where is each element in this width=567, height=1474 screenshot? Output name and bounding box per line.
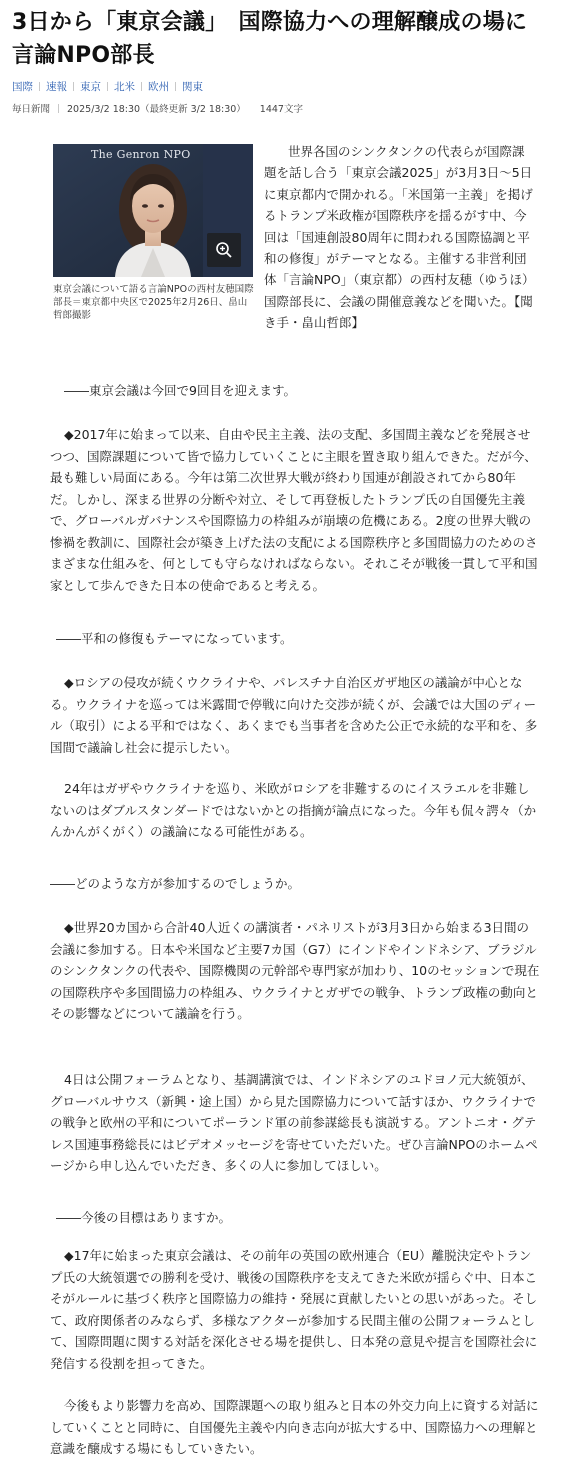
answer-paragraph — [50, 1069, 540, 1177]
question-text: ――今後の目標はありますか。 — [56, 1210, 232, 1225]
timestamp: 2025/3/2 18:30（最終更新 3/2 18:30） — [67, 104, 246, 115]
question-text: ――東京会議は今回で9回目を迎えます。 — [64, 383, 296, 398]
headline: 3日から「東京会議」 国際協力への理解醸成の場に 言論NPO部長 — [12, 10, 550, 68]
answer-paragraph — [50, 424, 540, 596]
answer-text: 24年はガザやウクライナを巡り、米欧がロシアを非難するのにイスラエルを非難しないのはダブルスタンダードではないかとの指摘が論点になった。今年も侃々諤々（かんかんがくがく）の議論になる可能性がある。 — [50, 781, 537, 839]
tag-list — [12, 79, 203, 94]
answer-text: ◆ロシアの侵攻が続くウクライナや、パレスチナ自治区ガザ地区の議論が中心となる。ウクライナを巡っては米露間で停戦に向けた交渉が続くが、会議では大国のディール（取引）による平和ではなく、あくまでも当事者を含めた公正で永続的な平和を、多国間で議論し社会に提示したい。 — [50, 675, 538, 755]
question — [50, 628, 540, 650]
question — [50, 1207, 540, 1229]
answer-paragraph — [50, 917, 540, 1025]
question-text: ――平和の修復もテーマになっています。 — [56, 631, 293, 646]
answer-text: 今後もより影響力を高め、国際課題への取り組みと日本の外交力向上に資する対話にしていくことと同時に、自国優先主義や内向き志向が拡大する中、国際協力への理解と意識を醸成する場にもしていきたい。 — [50, 1398, 539, 1456]
answer-paragraph — [50, 778, 540, 843]
tag-divider — [141, 82, 142, 91]
char-count: 1447文字 — [259, 104, 303, 115]
answer-paragraph — [50, 1395, 540, 1460]
answer-text: ◆2017年に始まって以来、自由や民主主義、法の支配、多国間主義などを発展させつつ、国際課題について皆で協力していくことに主眼を置き取り組んできた。だが今、最も難しい局面にある。今年は第二次世界大戦が終わり国連が創設されてから80年だ。しかし、深まる世界の分断や対立、そして再登板したトランプ氏の自国優先主義で、グローバルガバナンスや国際協力の枠組みが崩壊の危機にある。2度の世界大戦の惨禍を教訓に、国際社会が築き上げた法の支配による国際秩序と多国間協力のためのさまざまな仕組みを、何としても守らなければならない。それこそが戦後一貫して平和国家として歩んできた日本の使命であると考える。 — [50, 427, 538, 593]
meta-divider — [58, 104, 59, 113]
tag-link[interactable]: 欧州 — [148, 81, 169, 93]
tag-divider — [175, 82, 176, 91]
lead-text: 世界各国のシンクタンクの代表らが国際課題を話し合う「東京会議2025」が3月3日～5日に東京都内で開かれる。「米国第一主義」を掲げるトランプ米政権が国際秩序を揺るがす中、今回は「国連創設80周年に問われる国際協調と平和の修復」がテーマとなる。主催する非営利団体「言論NPO」（東京都）の西村友穂（ゆうほ）国際部長に、会議の開催意義などを聞いた。【聞き手・畠山哲郎】 — [264, 144, 533, 331]
question — [50, 380, 540, 402]
tag-link[interactable]: 東京 — [80, 81, 101, 93]
photo-caption: 東京会議について語る言論NPOの西村友穂国際部長＝東京都中央区で2025年2月26日、畠山哲郎撮影 — [53, 284, 254, 321]
question — [50, 873, 540, 895]
tag-divider — [107, 82, 108, 91]
tag-divider — [73, 82, 74, 91]
answer-paragraph — [50, 672, 540, 758]
answer-text: 4日は公開フォーラムとなり、基調講演では、インドネシアのユドヨノ元大統領が、グローバルサウス（新興・途上国）から見た国際協力について話すほか、ウクライナでの戦争と欧州の平和についてポーランド軍の前参謀総長も演説する。アントニオ・グテレス国連事務総長にはビデオメッセージを寄せていただいた。ぜひ言論NPOのホームページから申し込んでいただき、多くの人に参加してほしい。 — [50, 1072, 538, 1173]
tag-link[interactable]: 国際 — [12, 81, 33, 93]
tag-divider — [39, 82, 40, 91]
answer-paragraph — [50, 1245, 540, 1374]
tag-link[interactable]: 速報 — [46, 81, 67, 93]
magnifier-plus-icon — [214, 240, 234, 260]
source-label: 毎日新聞 — [12, 104, 51, 115]
photo-banner-text: The Genron NPO — [91, 148, 191, 161]
tag-link[interactable]: 関東 — [182, 81, 203, 93]
zoom-button[interactable] — [207, 233, 241, 267]
article-meta — [12, 101, 303, 115]
answer-text: ◆世界20カ国から合計40人近くの講演者・パネリストが3月3日から始まる3日間の会議に参加する。日本や米国など主要7カ国（G7）にインドやインドネシア、ブラジルのシンクタンクの代表や、国際機関の元幹部や専門家が加わり、10のセッションで現在の国際秩序や多国間協力の枠組み、ウクライナとガザでの戦争、トランプ政権の動向とその影響などについて議論を行う。 — [50, 920, 540, 1021]
answer-text: ◆17年に始まった東京会議は、その前年の英国の欧州連合（EU）離脱決定やトランプ氏の大統領選での勝利を受け、戦後の国際秩序を支えてきた米欧が揺らぐ中、日本こそがルールに基づく秩序と国際協力の維持・発展に貢献したいとの思いがあった。そして、政府関係者のみならず、多様なアクターが参加する民間主催の公開フォーラムとして、国際問題に関する対話を深化させる場を提供し、日本発の意見や提言を国際社会に発信する役割を担ってきた。 — [50, 1248, 538, 1371]
lead-paragraph — [264, 141, 534, 334]
question-text: ――どのような方が参加するのでしょうか。 — [50, 876, 301, 891]
tag-link[interactable]: 北米 — [114, 81, 135, 93]
